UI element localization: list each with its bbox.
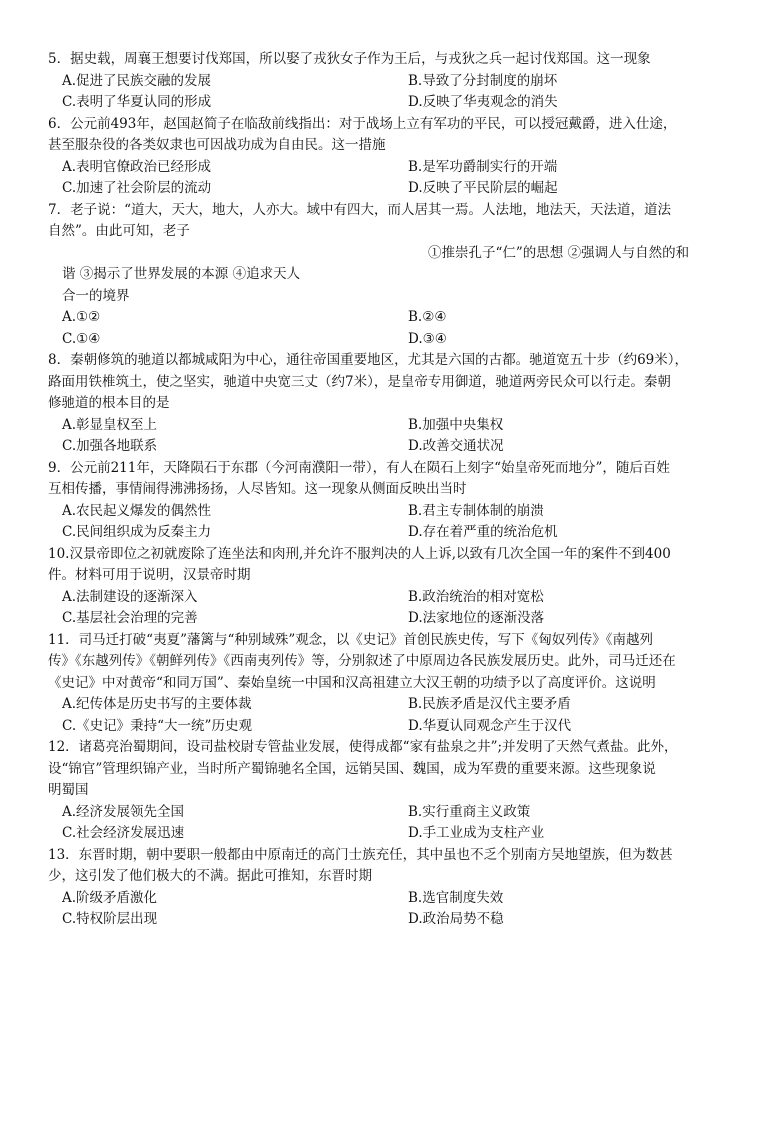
- question-12: [48, 737, 738, 845]
- option-d: D.法家地位的逐渐没落: [408, 610, 545, 626]
- option-a: A.①②: [62, 309, 101, 325]
- option-b: B.君主专制体制的崩溃: [408, 502, 544, 519]
- question-stem: 路面用铁椎筑土，使之坚实，驰道中央宽三丈（约7米），是皇帝专用御道，驰道两旁民众可以行走。秦朝: [48, 373, 671, 390]
- question-6: [48, 114, 738, 200]
- option-d: D.存在着严重的统治危机: [408, 524, 558, 540]
- question-stem: 修驰道的根本目的是: [48, 395, 170, 411]
- option-a: A.农民起义爆发的偶然性: [62, 502, 212, 519]
- option-c: C.表明了华夏认同的形成: [62, 94, 212, 110]
- question-stem: 11．司马迁打破“夷夏”藩篱与“种别域殊”观念，以《史记》首创民族史传，写下《匈奴列传》《南越列: [48, 631, 654, 648]
- question-stem: 10.汉景帝即位之初就废除了连坐法和肉刑,并允许不服判决的人上诉,以致有几次全国一年的案件不到400: [48, 545, 671, 562]
- option-d: D.反映了平民阶层的崛起: [408, 180, 558, 196]
- statement-list: 合一的境界: [62, 287, 130, 304]
- option-d: D.改善交通状况: [408, 438, 504, 454]
- option-b: B.是军功爵制实行的开端: [408, 158, 558, 175]
- question-11: [48, 630, 738, 738]
- options: [48, 587, 738, 630]
- option-c: C.①④: [62, 330, 101, 347]
- option-a: A.法制建设的逐渐深入: [62, 588, 198, 605]
- statement-list: 谐 ③揭示了世界发展的本源 ④追求天人: [62, 266, 301, 282]
- question-stem: 5．据史载，周襄王想要讨伐郑国，所以娶了戎狄女子作为王后，与戎狄之兵一起讨伐郑国。这一现象: [48, 51, 651, 67]
- question-stem: 9．公元前211年，天降陨石于东郡（今河南濮阳一带），有人在陨石上刻字“始皇帝死而地分”，随后百姓: [48, 459, 670, 476]
- question-stem: 甚至服杂役的各类奴隶也可因战功成为自由民。这一措施: [48, 137, 386, 153]
- question-8: [48, 350, 738, 458]
- option-b: B.实行重商主义政策: [408, 803, 531, 820]
- question-10: [48, 544, 738, 630]
- option-a: A.促进了民族交融的发展: [62, 72, 212, 89]
- option-d: D.政治局势不稳: [408, 911, 504, 927]
- option-a: A.经济发展领先全国: [62, 803, 185, 820]
- option-a: A.彰显皇权至上: [62, 416, 158, 433]
- option-b: B.加强中央集权: [408, 416, 504, 433]
- options: [48, 888, 738, 931]
- question-stem: 少，这引发了他们极大的不满。据此可推知，东晋时期: [48, 868, 372, 884]
- options: [48, 415, 738, 458]
- option-c: C.加强各地联系: [62, 438, 158, 454]
- options: [48, 157, 738, 200]
- option-a: A.表明官僚政治已经形成: [62, 158, 212, 175]
- question-stem: 设“锦官”管理织锦产业，当时所产蜀锦驰名全国，远销吴国、魏国，成为军费的重要来源。这些现象说: [48, 760, 656, 777]
- option-a: A.纪传体是历史书写的主要体裁: [62, 696, 252, 712]
- option-c: C.社会经济发展迅速: [62, 825, 185, 841]
- option-d: D.华夏认同观念产生于汉代: [408, 717, 572, 734]
- option-c: C.特权阶层出现: [62, 911, 158, 927]
- option-b: B.选官制度失效: [408, 889, 504, 906]
- question-5: [48, 49, 738, 114]
- option-d: D.③④: [408, 330, 447, 347]
- question-stem: 13．东晋时期，朝中要职一般都由中原南迁的高门士族充任，其中虽也不乏个别南方吴地望族，但为数甚: [48, 846, 673, 863]
- question-stem: 6．公元前493年，赵国赵简子在临敌前线指出：对于战场上立有军功的平民，可以授冠戴爵，进入仕途，: [48, 115, 677, 132]
- question-7: [48, 200, 738, 351]
- question-9: [48, 458, 738, 544]
- option-c: C.民间组织成为反秦主力: [62, 524, 212, 540]
- question-stem: 件。材料可用于说明，汉景帝时期: [48, 567, 251, 583]
- option-b: B.导致了分封制度的崩坏: [408, 72, 558, 89]
- option-d: D.反映了华夷观念的消失: [408, 94, 558, 110]
- question-stem: 明蜀国: [48, 782, 89, 798]
- question-13: [48, 845, 738, 931]
- options: [48, 307, 738, 350]
- option-b: B.②④: [408, 309, 447, 325]
- option-c: C.《史记》秉持“大一统”历史观: [62, 717, 252, 734]
- option-d: D.手工业成为支柱产业: [408, 825, 545, 841]
- options: [48, 501, 738, 544]
- question-stem: 自然”。由此可知，老子: [48, 223, 190, 239]
- options: [48, 802, 738, 845]
- option-b: B.民族矛盾是汉代主要矛盾: [408, 696, 571, 712]
- option-c: C.基层社会治理的完善: [62, 610, 198, 626]
- options: [48, 694, 738, 737]
- question-stem: 8．秦朝修筑的驰道以都城咸阳为中心，通往帝国重要地区，尤其是六国的古都。驰道宽五十步（约69米），: [48, 352, 689, 368]
- question-stem: 互相传播，事情闹得沸沸扬扬，人尽皆知。这一现象从侧面反映出当时: [48, 481, 467, 497]
- option-c: C.加速了社会阶层的流动: [62, 180, 212, 196]
- options: [48, 71, 738, 114]
- question-stem: 传》《东越列传》《朝鲜列传》《西南夷列传》等，分别叙述了中原周边各民族发展历史。此外，司马迁还在: [48, 653, 676, 669]
- question-stem: 《史记》中对黄帝“和同万国”、秦始皇统一中国和汉高祖建立大汉王朝的功绩予以了高度评价。这说明: [48, 674, 656, 691]
- option-b: B.政治统治的相对宽松: [408, 588, 544, 605]
- exam-page: [48, 49, 738, 931]
- question-stem: 7．老子说：“道大，天大，地大，人亦大。域中有四大，而人居其一焉。人法地，地法天，天法道，道法: [48, 201, 671, 218]
- statement-list: ①推崇孔子“仁”的思想 ②强调人与自然的和: [428, 244, 690, 261]
- question-stem: 12．诸葛亮治蜀期间，设司盐校尉专管盐业发展，使得成都“家有盐泉之井”;并发明了天然气煮盐。此外，: [48, 739, 678, 755]
- option-a: A.阶级矛盾激化: [62, 889, 158, 906]
